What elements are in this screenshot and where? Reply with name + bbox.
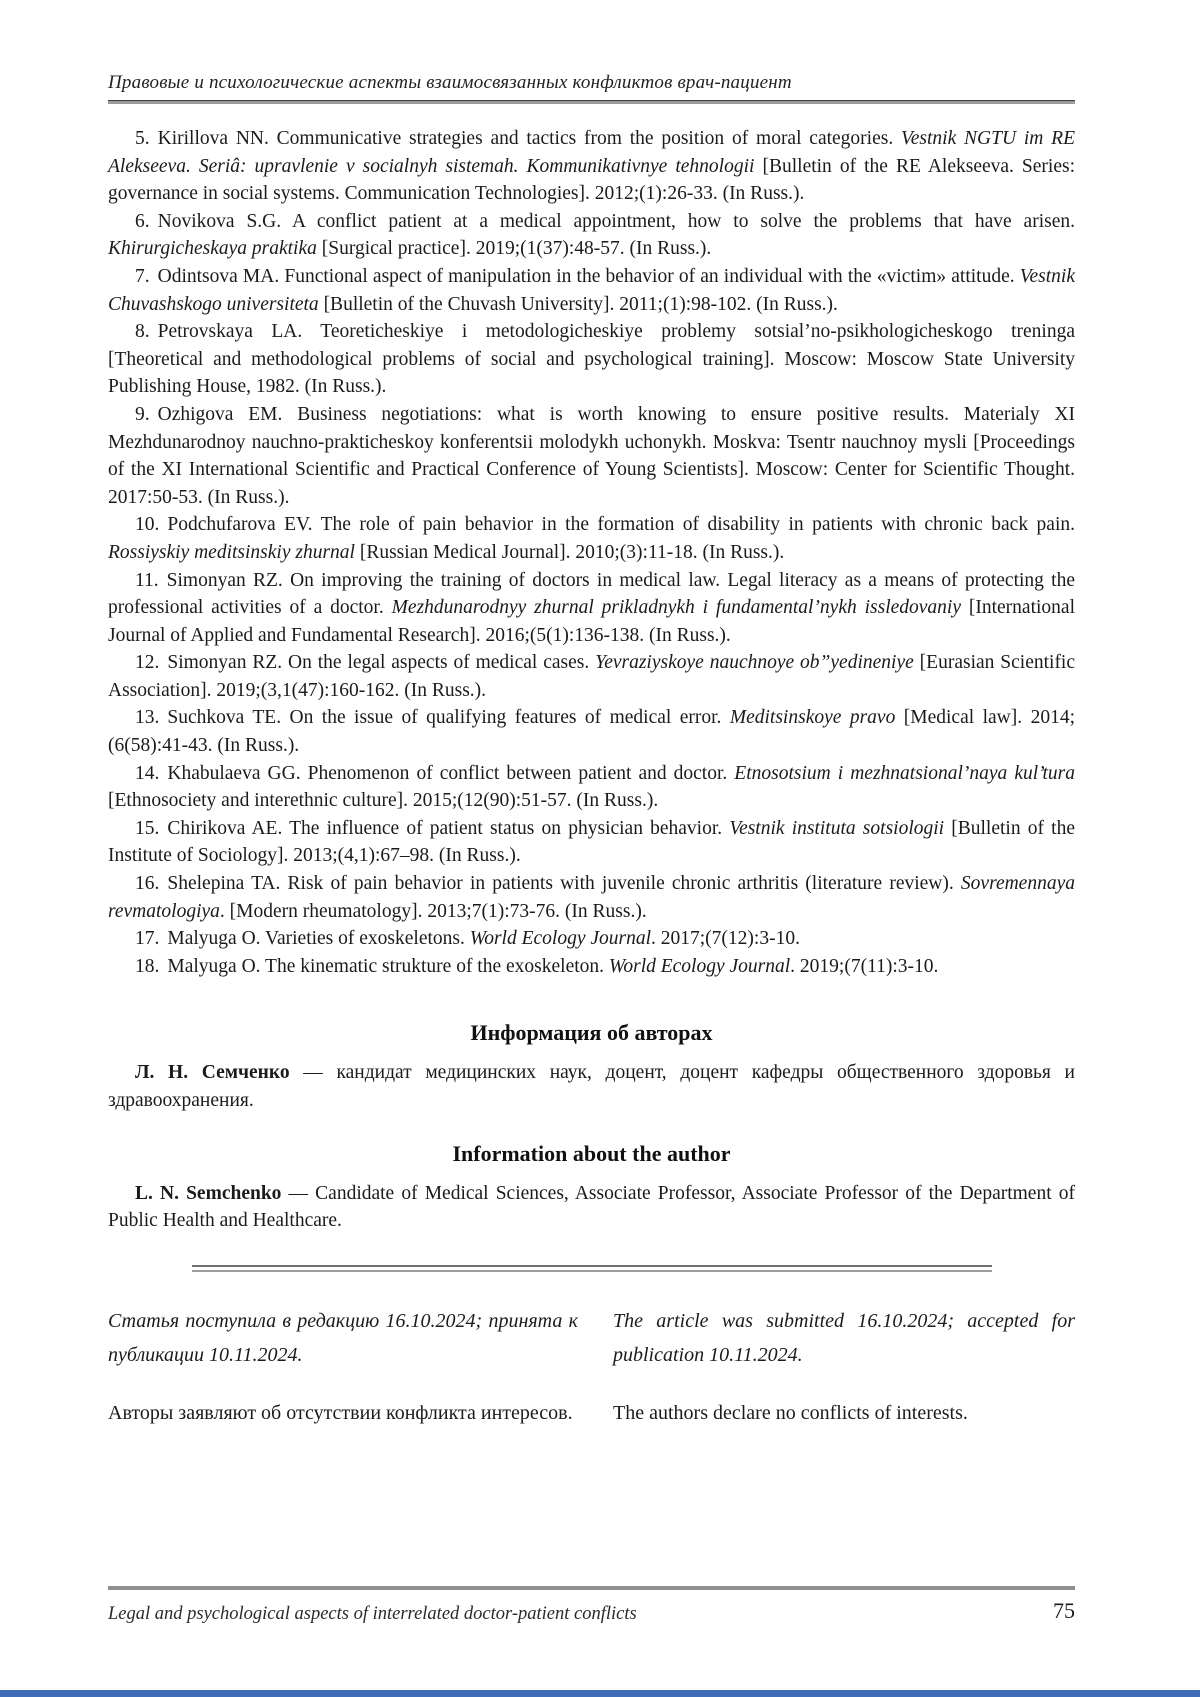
reference-text: Simonyan RZ. On the legal aspects of medical cases. Yevraziyskoye nauchnoye ob”yedineniye [Eurasian Scientific Association]. 2019;(3,1(47):160-162. (In Russ.). — [108, 652, 1076, 701]
reference-item — [108, 511, 1075, 566]
reference-number: 13. — [135, 707, 160, 729]
reference-number: 10. — [135, 514, 160, 536]
conflict-statement-ru: Авторы заявляют об отсутствии конфликта интересов. — [108, 1401, 573, 1424]
page-content — [108, 125, 1075, 1430]
reference-text: Suchkova TE. On the issue of qualifying features of medical error. Meditsinskoye pravo [Medical law]. 2014;(6(58):41-43. (In Russ.). — [108, 707, 1075, 757]
author-info-ru: Л. Н. Семченко — кандидат медицинских наук, доцент, доцент кафедры общественного здоровья и здравоохранения. — [108, 1062, 1075, 1111]
submission-dates-en: The article was submitted 16.10.2024; accepted for publication 10.11.2024. — [613, 1309, 1075, 1366]
conflict-statement-row — [108, 1396, 1075, 1430]
reference-text: Novikova S.G. A conflict patient at a medical appointment, how to solve the problems that have arisen. Khirurgicheskaya praktika [Surgical practice]. 2019;(1(37):48-57. (In Russ.). — [108, 210, 1075, 260]
reference-number: 12. — [135, 652, 160, 674]
section-divider-double-rule — [192, 1265, 992, 1272]
reference-list — [108, 125, 1075, 980]
reference-item — [108, 401, 1075, 511]
reference-item — [108, 760, 1075, 815]
reference-item — [108, 263, 1075, 318]
reference-text: Chirikova AE. The influence of patient status on physician behavior. Vestnik instituta sotsiologii [Bulletin of the Institute of Sociology]. 2013;(4,1):67–98. (In Russ.). — [108, 817, 1075, 867]
reference-number: 9. — [135, 403, 150, 425]
reference-item — [108, 567, 1075, 650]
footer-running-title: Legal and psychological aspects of interrelated doctor-patient conflicts — [108, 1604, 637, 1624]
reference-text: Kirillova NN. Communicative strategies and tactics from the position of moral categories. Vestnik NGTU im RE Alekseeva. Seriâ: upravlenie v socialnyh sistemah. Kommunikativnye tehnologii [Bulletin of the RE Alekseeva. Series: governance in social systems. Communication Technologies]. 2012;(1):26-33. (In Russ.). — [108, 128, 1076, 205]
reference-item — [108, 870, 1075, 925]
page-header — [0, 0, 1200, 104]
reference-text: Shelepina TA. Risk of pain behavior in patients with juvenile chronic arthritis (literature review). Sovremennaya revmatologiya. [Modern rheumatology]. 2013;7(1):73-76. (In Russ.). — [108, 873, 1075, 922]
submission-dates-row — [108, 1304, 1075, 1372]
page-footer — [108, 1586, 1075, 1625]
reference-number: 8. — [135, 321, 150, 343]
reference-text: Petrovskaya LA. Teoreticheskiye i metodologicheskiye problemy sotsial’no-psikhologicheskogo treninga [Theoretical and methodological problems of social and psychological training]. Moscow: Moscow State University Publishing House, 1982. (In Russ.). — [108, 321, 1075, 398]
reference-number: 15. — [135, 817, 160, 839]
reference-number: 7. — [135, 265, 150, 287]
reference-item — [108, 125, 1075, 208]
reference-text: Ozhigova EM. Business negotiations: what is worth knowing to ensure positive results. Materialy XI Mezhdunarodnoy nauchno-prakticheskoy konferentsii molodykh uchonykh. Moskva: Tsentr nauchnoy mysli [Proceedings of the XI International Scientific and Practical Conference of Young Scientists]. Moscow: Center for Scientific Thought. 2017:50-53. (In Russ.). — [108, 403, 1075, 508]
reference-number: 17. — [135, 928, 160, 950]
reference-item — [108, 925, 1075, 953]
reference-text: Simonyan RZ. On improving the training of doctors in medical law. Legal literacy as a means of protecting the professional activities of a doctor. Mezhdunarodnyy zhurnal prikladnykh i fundamental’nykh issledovaniy [International Journal of Applied and Fundamental Research]. 2016;(5(1):136-138. (In Russ.). — [108, 569, 1075, 646]
footer-row — [108, 1598, 1075, 1625]
reference-text: Podchufarova EV. The role of pain behavior in the formation of disability in patients with chronic back pain. Rossiyskiy meditsinskiy zhurnal [Russian Medical Journal]. 2010;(3):11-18. (In Russ.). — [108, 514, 1075, 563]
reference-number: 16. — [135, 873, 160, 895]
reference-item — [108, 815, 1075, 870]
reference-number: 5. — [135, 128, 150, 149]
reference-item — [108, 208, 1075, 263]
reference-item — [108, 318, 1075, 401]
submission-dates-ru: Статья поступила в редакцию 16.10.2024; принята к публикации 10.11.2024. — [108, 1309, 578, 1366]
reference-number: 14. — [135, 762, 160, 784]
bottom-edge-strip — [0, 1690, 1200, 1697]
conflict-statement-en: The authors declare no conflicts of interests. — [613, 1401, 968, 1424]
reference-number: 18. — [135, 955, 160, 977]
section-title-authors-en: Information about the author — [452, 1140, 731, 1166]
reference-item — [108, 704, 1075, 759]
reference-item — [108, 953, 1075, 981]
reference-text: Khabulaeva GG. Phenomenon of conflict between patient and doctor. Etnosotsium i mezhnatsional’naya kul’tura [Ethnosociety and interethnic culture]. 2015;(12(90):51-57. (In Russ.). — [108, 762, 1075, 812]
reference-text: Malyuga O. Varieties of exoskeletons. World Ecology Journal. 2017;(7(12):3-10. — [167, 928, 800, 950]
reference-text: Malyuga O. The kinematic strukture of the exoskeleton. World Ecology Journal. 2019;(7(11):3-10. — [167, 955, 939, 977]
running-title-ru: Правовые и психологические аспекты взаимосвязанных конфликтов врач-пациент — [108, 72, 792, 93]
header-rule — [108, 100, 1075, 104]
section-title-authors-ru: Информация об авторах — [470, 1020, 713, 1046]
reference-text: Odintsova MA. Functional aspect of manipulation in the behavior of an individual with the «victim» attitude. Vestnik Chuvashskogo universiteta [Bulletin of the Chuvash University]. 2011;(1):98-102. (In Russ.). — [108, 265, 1075, 315]
page-number: 75 — [1053, 1598, 1075, 1623]
footer-rule — [108, 1586, 1075, 1590]
reference-number: 11. — [135, 569, 159, 591]
author-info-en: L. N. Semchenko — Candidate of Medical Sciences, Associate Professor, Associate Professor of the Department of Public Health and Healthcare. — [108, 1182, 1075, 1232]
reference-number: 6. — [135, 210, 150, 232]
reference-item — [108, 649, 1075, 704]
